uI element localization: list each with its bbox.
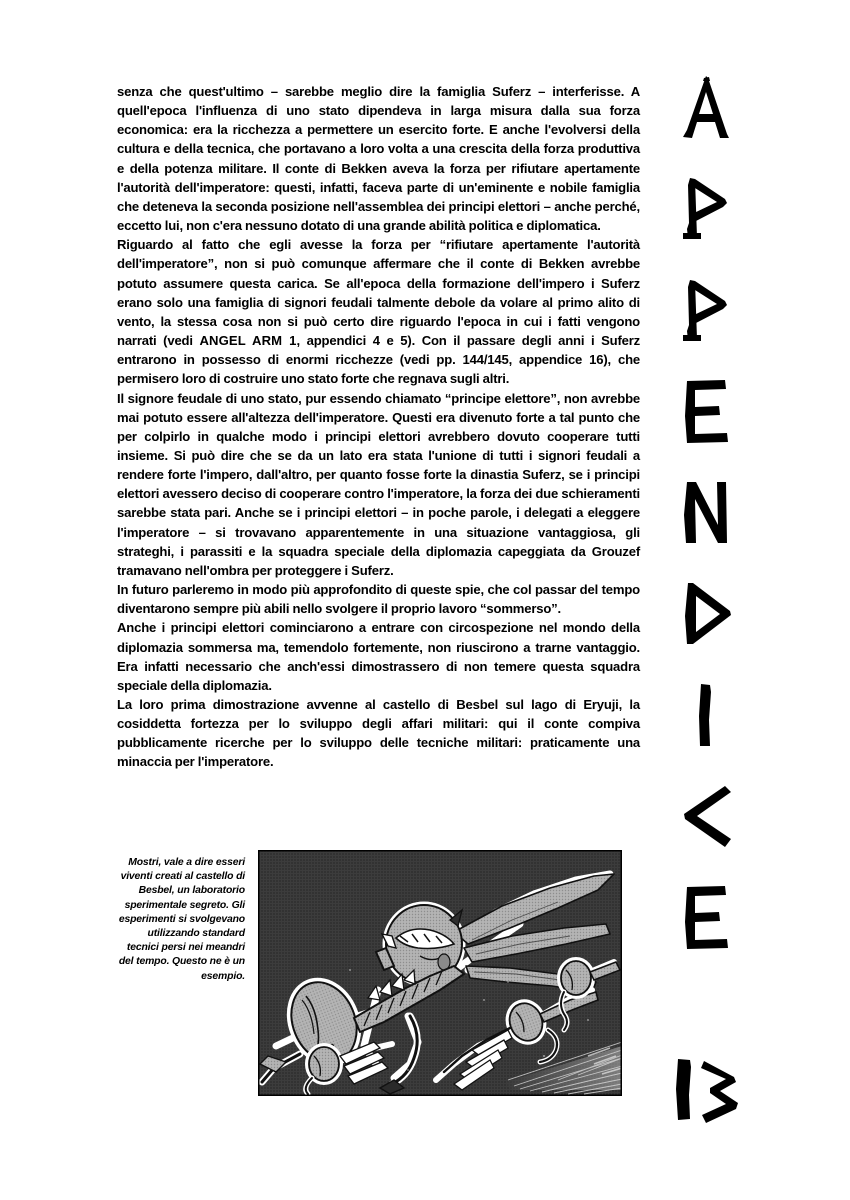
manga-illustration-panel <box>258 850 622 1096</box>
paragraph-5: Anche i principi elettori cominciarono a entrare con circospezione nel mondo della diplomazia sommersa ma, temendolo fortemente, non riuscirono a trarne vantaggio. Era infatti necessario che anch'essi dimostrassero di non temere questa squadra speciale della diplomazia. <box>117 620 640 693</box>
paragraph-6: La loro prima dimostrazione avvenne al castello di Besbel sul lago di Eryuji, la cosiddetta fortezza per lo sviluppo degli affari militari: qui il conte compiva pubblicamente ricerche per lo sviluppo delle tecniche militari: praticamente una minaccia per l'imperatore. <box>117 697 640 770</box>
hand-drawn-letter-c-icon <box>675 781 737 851</box>
paragraph-2-text-before-reference: Riguardo al fatto che egli avesse la forza per “rifiutare apertamente l'autorità dell'imperatore”, non si può comunque affermare che il conte di Bekken avrebbe potuto assumere questa carica. Se all'epoca della formazione dell'impero i Suferz erano solo una famiglia di signori feudali talmente debole da volare al primo alito di vento, la stessa cosa non si può certo dire riguardo l'epoca in cui i fatti vengono narrati (vedi <box>117 237 640 349</box>
manga-panel-winged-creatures-icon <box>258 850 622 1096</box>
paragraph-2-text-after-reference: , appendici 4 e 5). Con il passare degli anni i Suferz entrarono in possesso di enormi ricchezze (vedi pp. 144/145, appendice 16), che permisero loro di costruire uno stato forte che regnava sugli altri. <box>117 333 641 387</box>
page-number <box>660 1055 770 1127</box>
hand-drawn-page-number-13-icon <box>660 1055 770 1127</box>
angel-arm-reference: ANGEL ARM 1 <box>199 333 297 349</box>
hand-drawn-letter-i-icon <box>675 680 737 750</box>
paragraph-4: In futuro parleremo in modo più approfondito di queste spie, che col passar del tempo diventarono sempre più abili nello svolgere il proprio lavoro “sommerso”. <box>117 582 640 617</box>
hand-drawn-letter-p-icon <box>675 275 737 345</box>
figure-block <box>117 850 622 1096</box>
body-text-column <box>117 82 640 772</box>
paragraph-3: Il signore feudale di uno stato, pur essendo chiamato “principe elettore”, non avrebbe mai potuto essere all'altezza dell'imperatore. Questi era divenuto forte a tal punto che per colpirlo in qualche modo i principi elettori avrebbero dovuto cooperare tutti insieme. Si può dire che se da un lato era stata l'unione di tutti i signori feudali a rendere forte l'impero, dall'altro, per quanto fosse forte la dinastia Suferz, se i principi elettori avessero deciso di cooperare contro l'imperatore, la forza dei due schieramenti sarebbe stata pari. Anche se i principi elettori – in poche parole, i delegati a eleggere l'imperatore – si trovavano apparentemente in una situazione vantaggiosa, gli strateghi, i parassiti e la squadra speciale della diplomazia capeggiata da Grouzef tramavano nell'ombra per proteggere i Suferz. <box>117 390 640 578</box>
hand-drawn-letter-e-icon <box>675 882 737 952</box>
hand-drawn-letter-n-icon <box>675 477 737 547</box>
paragraph-1: senza che quest'ultimo – sarebbe meglio dire la famiglia Suferz – interferisse. A quell'epoca l'influenza di uno stato dipendeva in larga misura dalla sua forza economica: era la ricchezza a permettere un esercito forte. E anche l'evolversi della cultura e della tecnica, che portavano a loro volta a una crescita della forza produttiva e della potenza militare. Il conte di Bekken aveva la forza per rifiutare apertamente l'autorità dell'imperatore: questi, infatti, faceva parte di un'eminente e nobile famiglia che deteneva la seconda posizione nell'assemblea dei principi elettori – anche perché, eccetto lui, non c'era nessuno dotato di una grande abilità politica e diplomatica. <box>117 84 640 234</box>
hand-drawn-letter-a-icon <box>675 72 737 142</box>
appendice-vertical-title <box>666 72 746 952</box>
figure-caption: Mostri, vale a dire esseri viventi creati al castello di Besbel, un laboratorio sperimentale segreto. Gli esperimenti si svolgevano utilizzando standard tecnici persi nei meandri del tempo. Questo ne è un esempio. <box>118 857 245 982</box>
hand-drawn-letter-p-icon <box>675 173 737 243</box>
hand-drawn-letter-d-icon <box>675 578 737 648</box>
paragraph-2 <box>117 235 640 388</box>
hand-drawn-letter-e-icon <box>675 376 737 446</box>
